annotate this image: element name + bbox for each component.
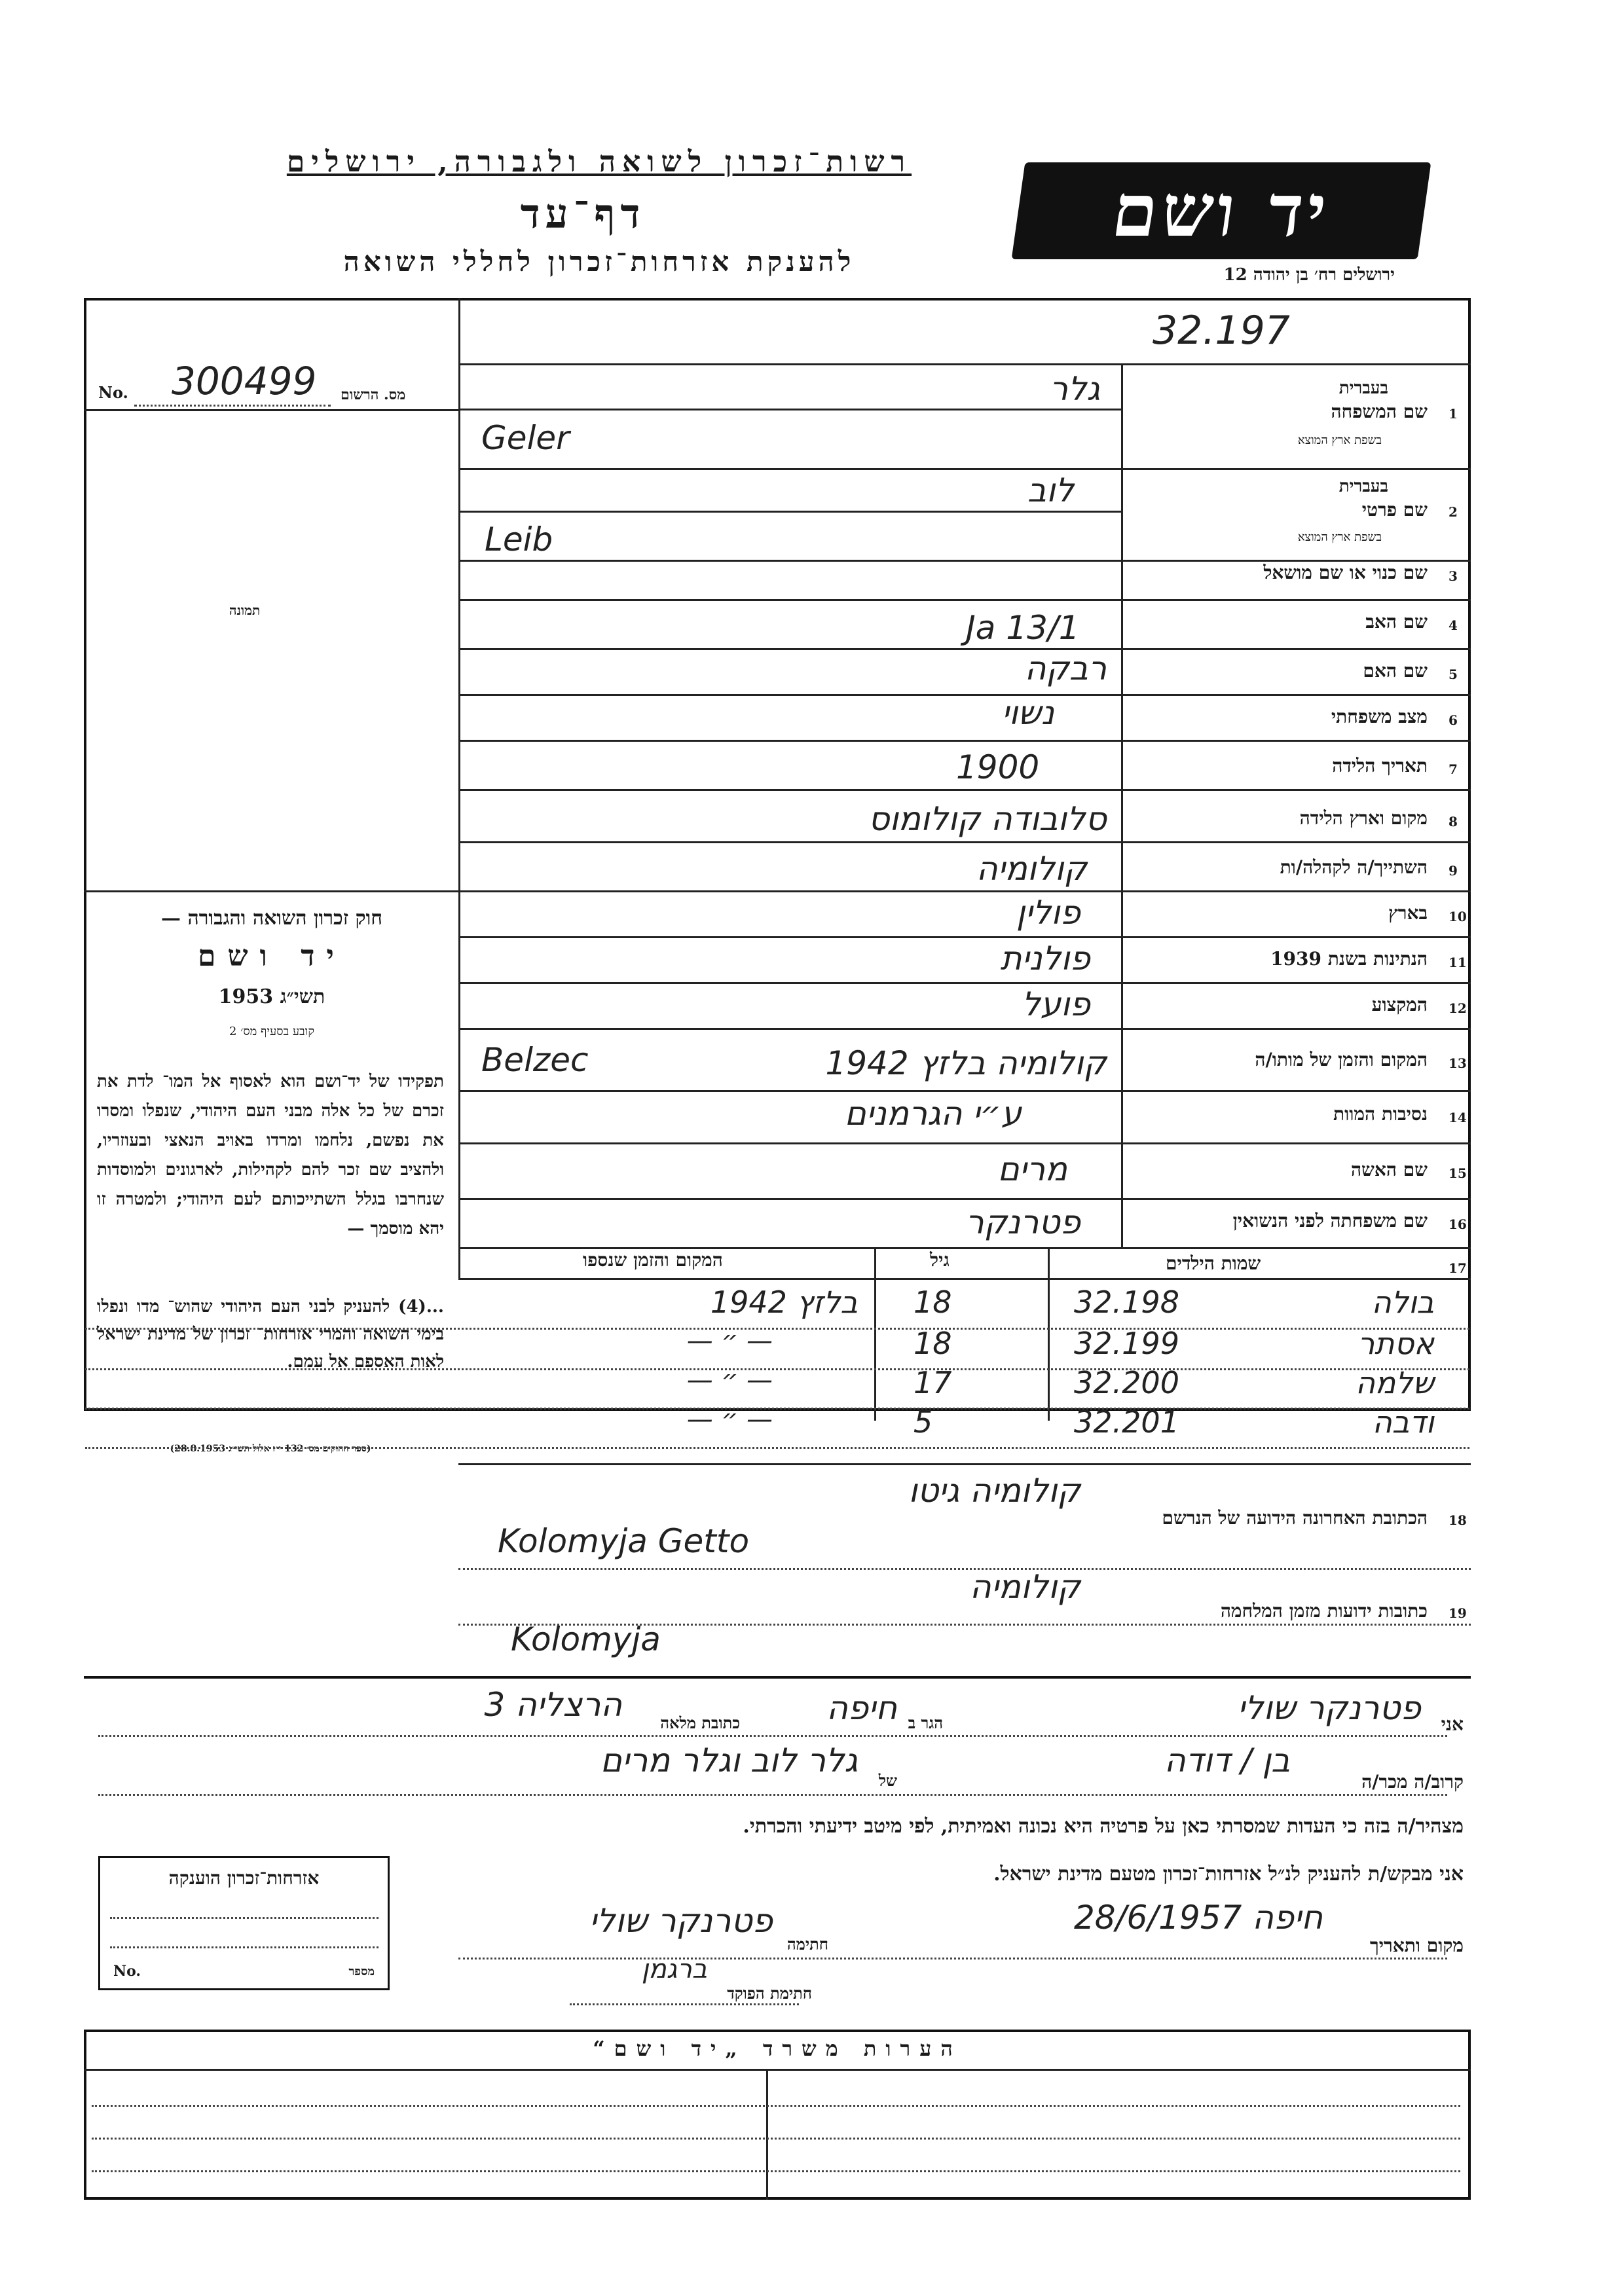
given-name-latin: Leib: [485, 520, 553, 558]
country: פולין: [1016, 894, 1080, 932]
law-year: תשי״ג 1953: [218, 985, 325, 1008]
field-3-label: שם כנוי או שם מושאל: [1263, 562, 1428, 583]
children-names-header: שמות הילדים: [1166, 1252, 1261, 1274]
page-subtitle: להענקת אזרחות־זכרון לחללי השואה: [343, 246, 855, 278]
citizenship-granted-box: [98, 1856, 390, 1990]
of-label: של: [878, 1771, 897, 1790]
law-clause: קובע בסעיף מס׳ 2: [229, 1025, 314, 1038]
declarant-name: פטרנקר שולי: [1237, 1689, 1421, 1727]
child-1-place: בלזץ 1942: [710, 1285, 858, 1320]
field-7-number: 7: [1449, 761, 1458, 777]
relative-label: קרוב/ה מכר/ה: [1361, 1771, 1464, 1793]
place-date-value: חיפה 28/6/1957: [1073, 1899, 1323, 1937]
law-text-2: ...(4) להעניק לבני העם היהודי שהוש־ מדו ונפלו בימי השואה והמרי אזרחות־ זכרון של מדינת ישראל לאות האספם אל עמם.: [97, 1297, 444, 1372]
registration-no-label: No.: [98, 383, 128, 402]
top-record-number: 32.197: [1153, 308, 1290, 354]
of-value: גלר לוב וגלר מרים: [600, 1741, 858, 1779]
death-place-hebrew: קולומיה בלזץ 1942: [825, 1044, 1107, 1082]
profession: פועל: [1022, 985, 1090, 1023]
registration-number: 300499: [172, 359, 317, 403]
field-9-number: 9: [1449, 863, 1458, 879]
field-10-label: בארץ: [1388, 902, 1428, 924]
law-title: חוק זכרון השואה והגבורה —: [161, 907, 382, 930]
field-2-sub-hebrew: בעברית: [1338, 477, 1388, 496]
lives-in-label: הגר ב: [908, 1713, 943, 1732]
lives-in-value: חיפה: [826, 1689, 897, 1727]
form-frame: [84, 298, 1471, 1411]
field-15-label: שם האשה: [1350, 1159, 1428, 1180]
field-4-label: שם האב: [1365, 611, 1428, 632]
war-address-hebrew: קולומיה: [970, 1568, 1080, 1606]
field-12-number: 12: [1449, 1000, 1467, 1016]
wife-name: מרים: [997, 1150, 1067, 1188]
law-footer: (ספר החוקים מס׳ 132 י״ז אלול תשי״ג 28.8.1953): [170, 1444, 371, 1454]
field-9-label: השתייך/ה לקהלה/ות: [1280, 856, 1428, 878]
request-statement: אני מבקש/ת להעניק לנ״ל אזרחות־זכרון מטעם מדינת ישראל.: [993, 1863, 1464, 1886]
citizenship-box-number-label: מספר: [348, 1965, 375, 1978]
child-4-place: — ״ —: [686, 1404, 773, 1434]
field-2-label: שם פרטי: [1361, 499, 1428, 520]
field-13-label: המקום והזמן של מותו/ה: [1255, 1049, 1428, 1070]
field-10-number: 10: [1449, 909, 1467, 924]
field-5-label: שם האם: [1363, 660, 1428, 682]
signature-label: חתימה: [786, 1935, 828, 1954]
field-1-number: 1: [1449, 406, 1458, 422]
page-title: דף־עד: [520, 190, 646, 238]
field-18-label: הכתובת האחרונה הידועה של הנרשם: [1162, 1507, 1428, 1529]
logo-text: יד ושם: [1107, 168, 1336, 253]
birth-date: 1900: [956, 748, 1040, 786]
child-4-number: 32.201: [1074, 1404, 1179, 1440]
given-name-hebrew: לוב: [1027, 471, 1074, 509]
family-name-latin: Geler: [481, 419, 570, 457]
photo-placeholder-label: תמונה: [229, 602, 261, 618]
field-2-number: 2: [1449, 504, 1458, 520]
field-4-number: 4: [1449, 617, 1458, 633]
citizenship-box-no-label: No.: [113, 1963, 141, 1980]
child-2-place: — ״ —: [686, 1326, 773, 1356]
full-address-label: כתובת מלאה: [660, 1713, 740, 1732]
father-name: Ja 13/1: [966, 609, 1080, 647]
child-3-place: — ״ —: [686, 1365, 773, 1395]
children-place-header: המקום והזמן שנספו: [583, 1249, 723, 1271]
child-2-name: אסתר: [1357, 1326, 1434, 1361]
nationality-1939: פולנית: [1000, 939, 1090, 977]
mother-name: רבקה: [1024, 649, 1107, 687]
field-5-number: 5: [1449, 666, 1458, 682]
place-date-label: מקום ותאריך: [1369, 1935, 1464, 1956]
relative-value: בן / דודה: [1164, 1741, 1290, 1779]
community: קולומיה: [976, 850, 1087, 888]
death-circumstances: ע״י הגרמנים: [844, 1095, 1022, 1133]
field-16-label: שם משפחתה לפני הנשואין: [1232, 1210, 1428, 1231]
family-name-hebrew: גלר: [1049, 370, 1100, 408]
child-3-number: 32.200: [1074, 1365, 1179, 1400]
field-3-number: 3: [1449, 568, 1458, 584]
last-address-latin: Kolomyja Getto: [498, 1522, 750, 1560]
law-text: תפקידו של יד־ושם הוא לאסוף אל המו־ לדת את זכרם של כל אלה מבני העם היהודי, שנפלו ומסרו את נפשם, נלחמו ומרדו באויב הנאצי ובעוזריו, ולהציב שם זכר להם לקהילות, לארגונים ולמוסדות שנחרבו בגלל השתייכותם לעם היהודי; ולמטרה זו יהא מוסמך —: [97, 1072, 444, 1239]
officer-signature-label: חתימת הפוקד: [727, 1984, 812, 2003]
death-place-latin: Belzec: [481, 1041, 589, 1079]
law-name: יד ושם: [198, 939, 346, 973]
remarks-title: הערות משרד „יד ושם“: [593, 2036, 962, 2061]
field-16-number: 16: [1449, 1216, 1467, 1232]
field-6-number: 6: [1449, 712, 1458, 728]
children-age-header: גיל: [930, 1249, 950, 1271]
field-14-number: 14: [1449, 1110, 1467, 1125]
field-19-label: כתובות ידועות מזמן המלחמה: [1220, 1600, 1428, 1622]
declarant-label: אני: [1441, 1713, 1464, 1735]
field-6-label: מצב משפחתי: [1331, 706, 1428, 727]
yad-vashem-logo: [1012, 162, 1431, 259]
declaration-statement: מצהיר/ה בזה כי העדות שמסרתי כאן על פרטיה היא נכונה ואמיתית, לפי מיטב ידיעתי והכרתי.: [743, 1815, 1464, 1838]
field-1-label: שם המשפחה: [1331, 401, 1428, 422]
child-2-number: 32.199: [1074, 1326, 1179, 1361]
declarant-signature: פטרנקר שולי: [589, 1902, 773, 1940]
field-11-label: הנתינות בשנת 1939: [1270, 948, 1428, 970]
field-1-sub-origin: בשפת ארץ המוצא: [1297, 433, 1382, 447]
field-19-number: 19: [1449, 1605, 1467, 1621]
child-1-age: 18: [913, 1285, 952, 1320]
field-8-label: מקום וארץ הלידה: [1299, 807, 1428, 829]
officer-signature: ברגמן: [641, 1954, 707, 1984]
authority-line: רשות־זכרון לשואה ולגבורה, ירושלים: [286, 145, 912, 179]
field-18-number: 18: [1449, 1512, 1467, 1528]
last-address-hebrew: קולומיה גיטו: [908, 1472, 1080, 1510]
field-2-sub-origin: בשפת ארץ המוצא: [1297, 530, 1382, 544]
field-14-label: נסיבות המוות: [1333, 1103, 1428, 1125]
field-15-number: 15: [1449, 1165, 1467, 1181]
field-11-number: 11: [1449, 955, 1467, 970]
citizenship-box-title: אזרחות־זכרון הוענקה: [168, 1867, 320, 1889]
field-12-label: המקצוע: [1371, 994, 1428, 1015]
child-2-age: 18: [913, 1326, 952, 1361]
child-3-name: שלמה: [1355, 1365, 1434, 1400]
child-4-age: 5: [913, 1404, 933, 1440]
field-7-label: תאריך הלידה: [1332, 755, 1428, 776]
child-3-age: 17: [913, 1365, 952, 1400]
birth-place: סלובודה קולומוס: [868, 800, 1107, 838]
child-4-name: ודבה: [1372, 1404, 1434, 1440]
address-line: ירושלים רח׳ בן יהודה 12: [1223, 265, 1395, 285]
child-1-name: בולה: [1371, 1285, 1434, 1320]
wife-maiden-name: פטרנקר: [965, 1203, 1080, 1241]
family-status: נשוי: [1001, 694, 1054, 732]
field-13-number: 13: [1449, 1055, 1467, 1071]
war-address-latin: Kolomyja: [511, 1620, 661, 1658]
full-address-value: הרצליה 3: [484, 1686, 622, 1724]
field-17-number: 17: [1449, 1260, 1467, 1276]
field-1-sub-hebrew: בעברית: [1338, 378, 1388, 398]
registration-label: מס. הרשום: [341, 386, 406, 403]
child-1-number: 32.198: [1074, 1285, 1179, 1320]
field-8-number: 8: [1449, 814, 1458, 829]
